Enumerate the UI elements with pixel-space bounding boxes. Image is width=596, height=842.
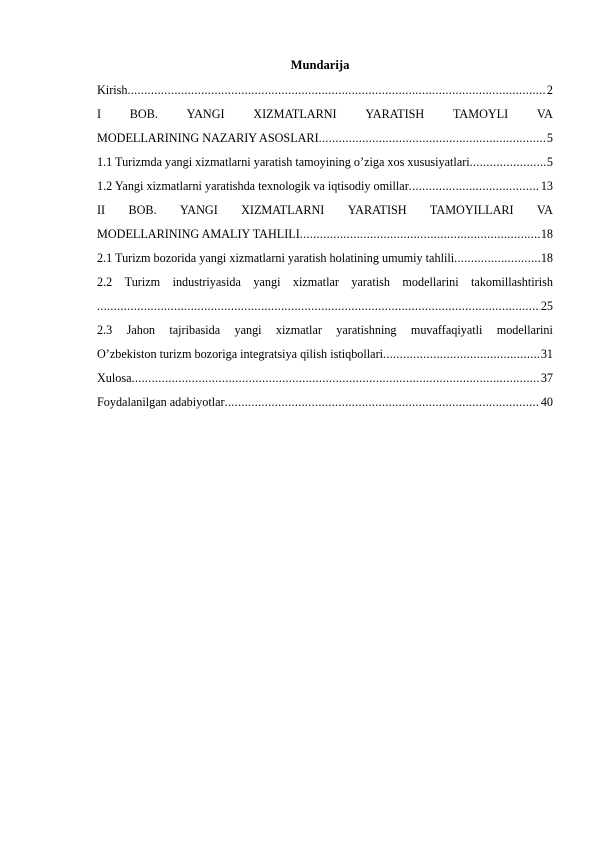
toc-word: YARATISH <box>347 203 407 217</box>
toc-word: BOB. <box>129 107 158 121</box>
toc-page-number: 37 <box>540 371 553 385</box>
dot-leader <box>225 394 540 411</box>
toc-word: II <box>97 203 106 217</box>
toc-entry-text: MODELLARINING AMALIY TAHLILI <box>97 227 300 241</box>
toc-word: xizmatlar <box>292 275 339 289</box>
toc-entry-text: 1.2 Yangi xizmatlarni yaratishda texnologik va iqtisodiy omillar <box>97 179 409 193</box>
toc-entry-chapter-2-line-1[interactable] <box>97 202 553 226</box>
toc-page-number: 2 <box>546 83 553 97</box>
toc-word: Turizm <box>124 275 161 289</box>
toc-word: muvaffaqiyatli <box>410 323 483 337</box>
dot-leader <box>97 298 540 315</box>
toc-entry-2-3-line-2[interactable] <box>97 346 553 370</box>
toc-entry-2-2-line-1[interactable] <box>97 274 553 298</box>
toc-entry-text: O’zbekiston turizm bozoriga integratsiya qilish istiqbollari <box>97 347 384 361</box>
toc-word: XIZMATLARNI <box>253 107 337 121</box>
toc-word: TAMOYILLARI <box>429 203 514 217</box>
toc-word: tajribasida <box>169 323 221 337</box>
toc-entry-2-1[interactable] <box>97 250 553 274</box>
toc-word: Jahon <box>126 323 156 337</box>
toc-word: YARATISH <box>365 107 425 121</box>
dot-leader <box>300 226 540 243</box>
toc-entry-xulosa[interactable] <box>97 370 553 394</box>
dot-leader <box>454 250 540 267</box>
page-title: Mundarija <box>290 58 350 72</box>
toc-page-number: 31 <box>540 347 553 361</box>
toc-entry-text: 1.1 Turizmda yangi xizmatlarni yaratish tamoyining o’ziga xos xususiyatlari <box>97 155 470 169</box>
toc-word: TAMOYLI <box>452 107 509 121</box>
toc-page-number: 18 <box>540 227 553 241</box>
toc-entry-2-2-line-2[interactable] <box>97 298 553 322</box>
toc-word: yaratishning <box>336 323 397 337</box>
toc-entry-text: 2.1 Turizm bozorida yangi xizmatlarni yaratish holatining umumiy tahlili <box>97 251 455 265</box>
toc-entry-2-3-line-1[interactable] <box>97 322 553 346</box>
toc-word: XIZMATLARNI <box>241 203 325 217</box>
toc-entry-text: MODELLARINING NAZARIY ASOSLARI <box>97 131 319 145</box>
toc-entry-chapter-2-line-2[interactable] <box>97 226 553 250</box>
dot-leader <box>470 154 546 171</box>
toc-entry-kirish[interactable] <box>97 82 553 106</box>
dot-leader <box>409 178 540 195</box>
toc-page-number: 5 <box>546 131 553 145</box>
dot-leader <box>127 82 545 99</box>
toc-word: industriyasida <box>172 275 241 289</box>
toc-word: VA <box>536 107 553 121</box>
table-of-contents <box>97 82 553 418</box>
toc-word: modellarini <box>496 323 553 337</box>
toc-entry-adabiyotlar[interactable] <box>97 394 553 418</box>
toc-word: 2.2 <box>97 275 113 289</box>
toc-word: VA <box>536 203 553 217</box>
toc-entry-text: Xulosa <box>97 371 132 385</box>
toc-entry-1-2[interactable] <box>97 178 553 202</box>
toc-page-number: 13 <box>540 179 553 193</box>
toc-page-number: 5 <box>546 155 553 169</box>
toc-page-number: 18 <box>540 251 553 265</box>
toc-entry-1-1[interactable] <box>97 154 553 178</box>
toc-entry-text: Foydalanilgan adabiyotlar <box>97 395 225 409</box>
toc-entry-chapter-1-line-1[interactable] <box>97 106 553 130</box>
toc-word: 2.3 <box>97 323 113 337</box>
toc-word: takomillashtirish <box>471 275 553 289</box>
toc-word: I <box>97 107 102 121</box>
toc-word: yangi <box>234 323 262 337</box>
toc-page-number: 25 <box>540 299 553 313</box>
toc-word: modellarini <box>402 275 459 289</box>
toc-word: xizmatlar <box>275 323 322 337</box>
toc-word: yangi <box>253 275 281 289</box>
toc-word: yaratish <box>351 275 390 289</box>
toc-entry-text: Kirish <box>97 83 128 97</box>
dot-leader <box>132 370 540 387</box>
dot-leader <box>383 346 540 363</box>
toc-page-number: 40 <box>540 395 553 409</box>
toc-word: YANGI <box>186 107 225 121</box>
toc-word: BOB. <box>128 203 157 217</box>
toc-word: YANGI <box>179 203 218 217</box>
toc-entry-chapter-1-line-2[interactable] <box>97 130 553 154</box>
dot-leader <box>319 130 546 147</box>
